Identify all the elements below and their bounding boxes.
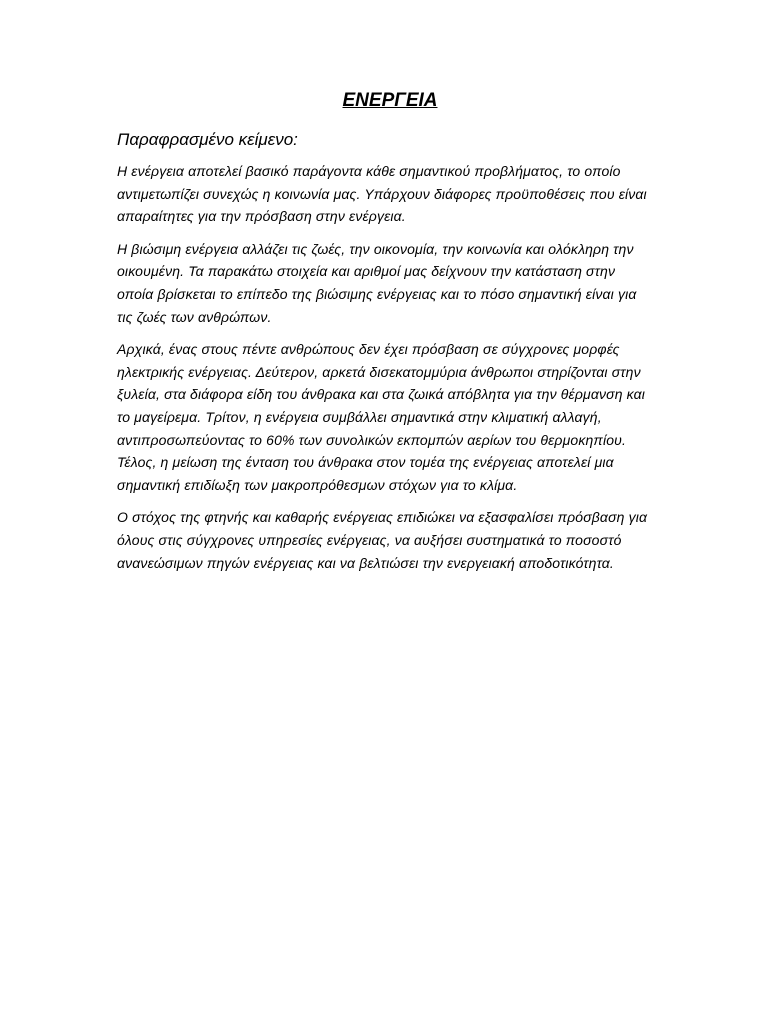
paragraph-1: Η ενέργεια αποτελεί βασικό παράγοντα κάθε σημαντικού προβλήματος, το οποίο αντιμετωπίζει συνεχώς η κοινωνία μας. Υπάρχουν διάφορες προϋποθέσεις που είναι απαραίτητες για την πρόσβαση στην ενέργεια.: [117, 163, 647, 225]
paragraph-2: Η βιώσιμη ενέργεια αλλάζει τις ζωές, την οικονομία, την κοινωνία και ολόκληρη την οικουμένη. Τα παρακάτω στοιχεία και αριθμοί μας δείχνουν την κατάσταση στην οποία βρίσκεται το επίπεδο της βιώσιμης ενέργειας και το πόσο σημαντική είναι για τις ζωές των ανθρώπων.: [117, 240, 637, 325]
document-title: ΕΝΕΡΓΕΙΑ: [342, 90, 438, 111]
paragraph-4: Ο στόχος της φτηνής και καθαρής ενέργειας επιδιώκει να εξασφαλίσει πρόσβαση για όλους στις σύγχρονες υπηρεσίες ενέργειας, να αυξήσει συστηματικά το ποσοστό ανανεώσιμων πηγών ενέργειας και να βελτιώσει την ενεργειακή αποδοτικότητα.: [117, 509, 648, 571]
document-subtitle: Παραφρασμένο κείμενο:: [117, 130, 298, 149]
document-content: [117, 88, 653, 584]
paragraph-3: Αρχικά, ένας στους πέντε ανθρώπους δεν έχει πρόσβαση σε σύγχρονες μορφές ηλεκτρικής ενέργειας. Δεύτερον, αρκετά δισεκατομμύρια άνθρωποι στηρίζονται στην ξυλεία, στα διάφορα είδη του άνθρακα και στα ζωικά απόβλητα για την θέρμανση και το μαγείρεμα. Τρίτον, η ενέργεια συμβάλλει σημαντικά στην κλιματική αλλαγή, αντιπροσωπεύοντας το 60% των συνολικών εκπομπών αερίων του θερμοκηπίου. Τέλος, η μείωση της ένταση του άνθρακα στον τομέα της ενέργειας αποτελεί μια σημαντική επιδίωξη των μακροπρόθεσμων στόχων για το κλίμα.: [117, 341, 646, 493]
